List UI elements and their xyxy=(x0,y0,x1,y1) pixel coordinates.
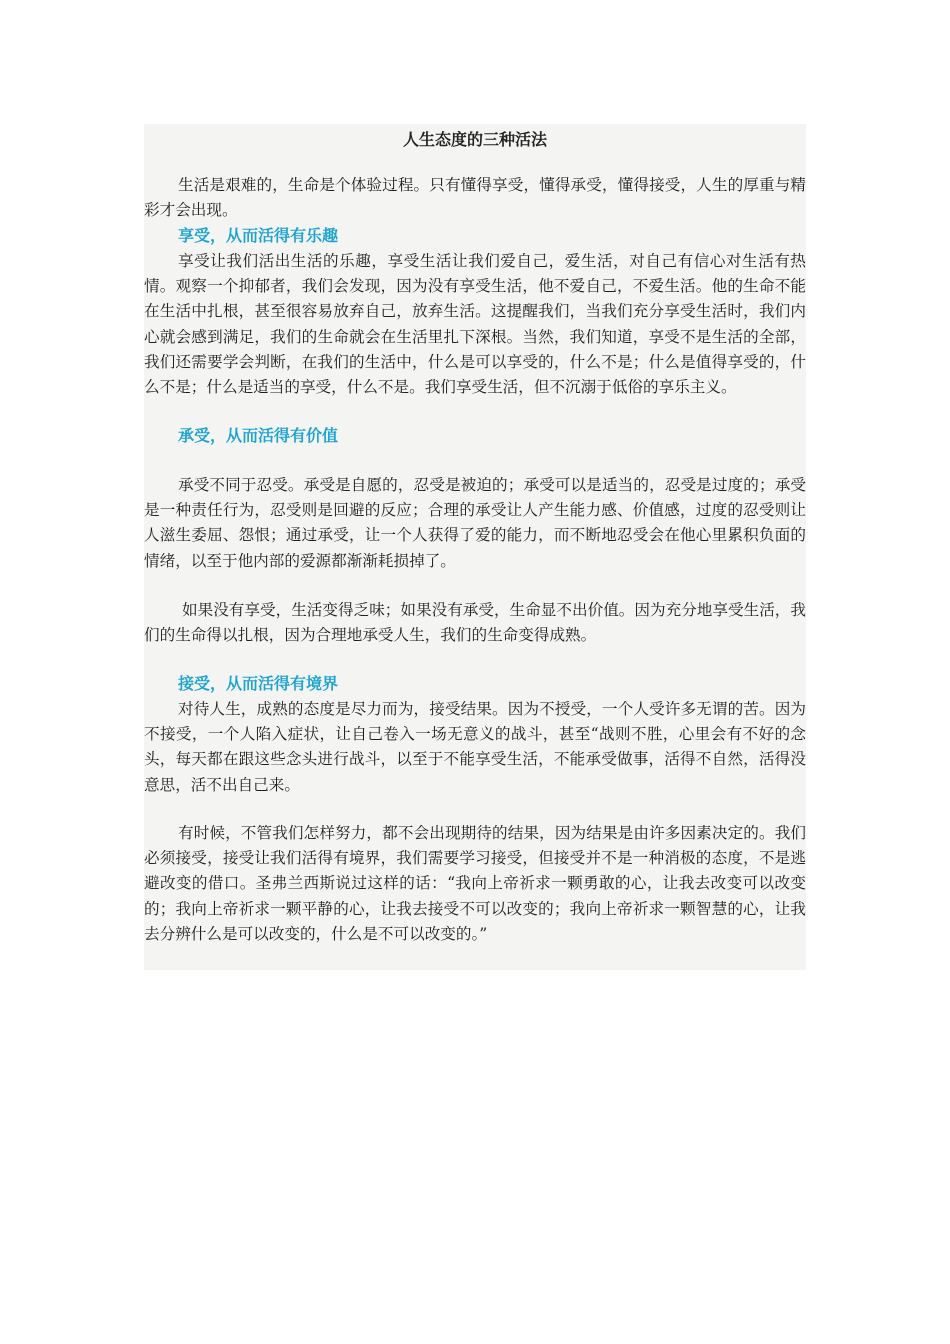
section-paragraph-accept-2: 有时候，不管我们怎样努力，都不会出现期待的结果，因为结果是由许多因素决定的。我们必须接受，接受让我们活得有境界，我们需要学习接受，但接受并不是一种消极的态度，不是逃避改变的借口。圣弗兰西斯说过这样的话：“我向上帝祈求一颗勇敢的心，让我去改变可以改变的；我向上帝祈求一颗平静的心，让我去接受不可以改变的；我向上帝祈求一颗智慧的心，让我去分辨什么是可以改变的，什么是不可以改变的。” xyxy=(144,824,806,943)
section-paragraph-accept-1: 对待人生，成熟的态度是尽力而为，接受结果。因为不授受，一个人受许多无谓的苦。因为不接受，一个人陷入症状，让自己卷入一场无意义的战斗，甚至“战则不胜，心里会有不好的念头，每天都在跟这些念头进行战斗，以至于不能享受生活，不能承受做事，活得不自然，活得没意思，活不出自己来。 xyxy=(144,700,806,794)
section-paragraph-bear-2: 如果没有享受，生活变得乏味；如果没有承受，生命显不出价值。因为充分地享受生活，我们的生命得以扎根，因为合理地承受人生，我们的生命变得成熟。 xyxy=(144,601,806,645)
section-heading-enjoy: 享受，从而活得有乐趣 xyxy=(178,226,339,245)
section-heading-accept: 接受，从而活得有境界 xyxy=(178,674,339,693)
section-paragraph-bear-1: 承受不同于忍受。承受是自愿的，忍受是被迫的；承受可以是适当的，忍受是过度的；承受是一种责任行为，忍受则是回避的反应；合理的承受让人产生能力感、价值感，过度的忍受则让人滋生委屈、怨恨；通过承受，让一个人获得了爱的能力，而不断地忍受会在他心里累积负面的情绪，以至于他内部的爱源都渐渐耗损掉了。 xyxy=(144,476,806,570)
document-title: 人生态度的三种活法 xyxy=(402,130,547,149)
intro-paragraph: 生活是艰难的，生命是个体验过程。只有懂得享受，懂得承受，懂得接受，人生的厚重与精彩才会出现。 xyxy=(144,176,806,220)
document-page xyxy=(144,124,806,970)
section-heading-bear: 承受，从而活得有价值 xyxy=(178,426,339,445)
section-paragraph-enjoy: 享受让我们活出生活的乐趣，享受生活让我们爱自己，爱生活，对自己有信心对生活有热情。观察一个抑郁者，我们会发现，因为没有享受生活，他不爱自己，不爱生活。他的生命不能在生活中扎根，甚至很容易放弃自己，放弃生活。这提醒我们，当我们充分享受生活时，我们内心就会感到满足，我们的生命就会在生活里扎下深根。当然，我们知道，享受不是生活的全部，我们还需要学会判断，在我们的生活中，什么是可以享受的，什么不是；什么是值得享受的，什么不是；什么是适当的享受，什么不是。我们享受生活，但不沉溺于低俗的享乐主义。 xyxy=(144,252,806,397)
